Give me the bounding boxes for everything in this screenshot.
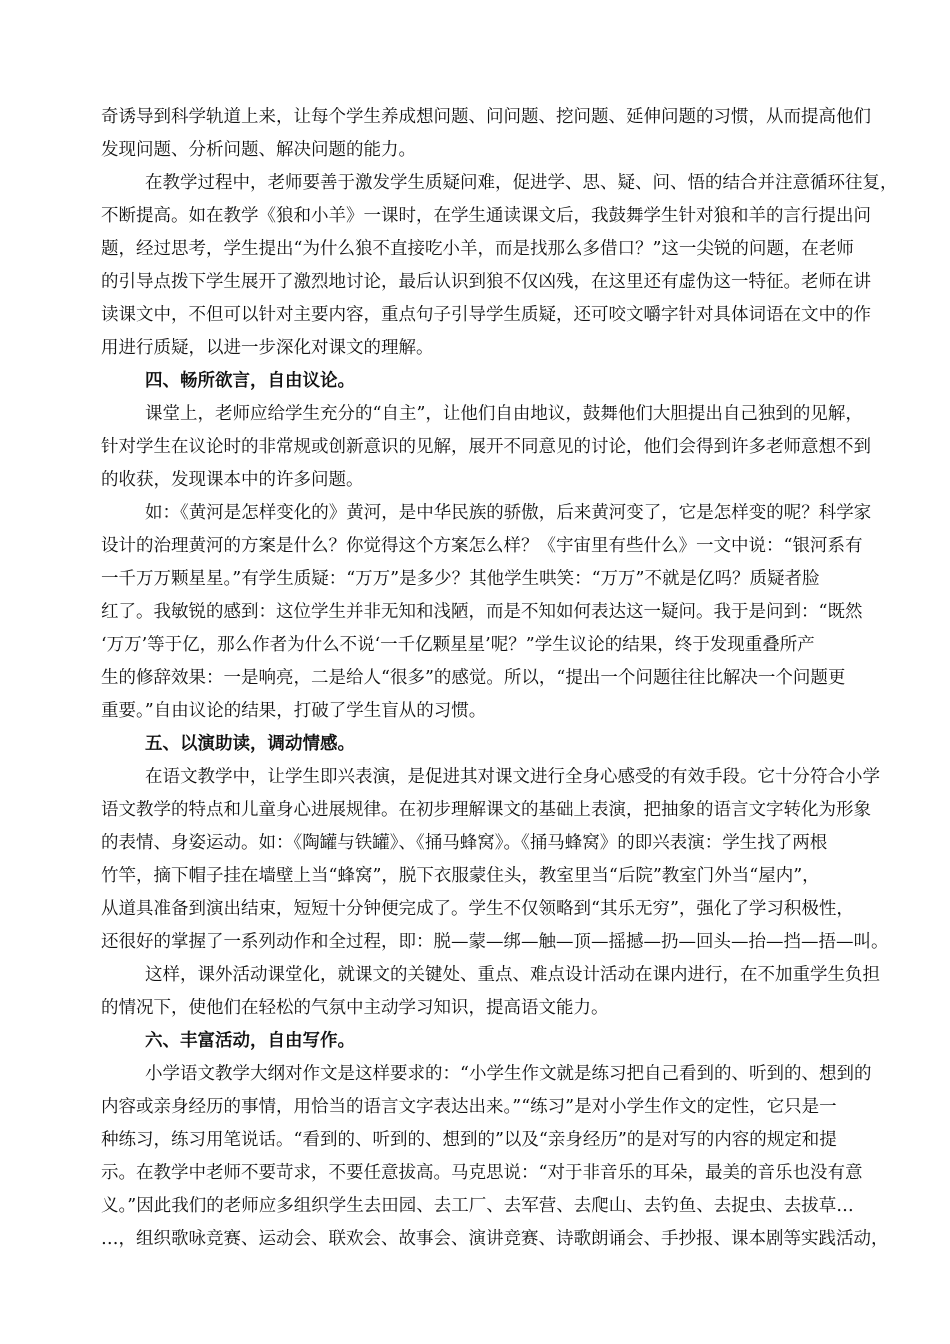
paragraph-line: 还很好的掌握了一系列动作和全过程，即：脱—蒙—绑—触—顶—摇撼—扔—回头—抬—挡—捂—叫。: [101, 932, 889, 952]
paragraph-line: 不断提高。如在教学《狼和小羊》一课时，在学生通读课文后，我鼓舞学生针对狼和羊的言行提出问: [101, 206, 871, 226]
paragraph-line: 针对学生在议论时的非常规或创新意识的见解，展开不同意见的讨论，他们会得到许多老师意想不到: [101, 437, 871, 457]
paragraph-line: 从道具准备到演出结束，短短十分钟便完成了。学生不仅领略到“其乐无穷”，强化了学习积极性，: [101, 899, 854, 919]
paragraph-line: 读课文中，不但可以针对主要内容，重点句子引导学生质疑，还可咬文嚼字针对具体词语在文中的作: [101, 305, 871, 325]
paragraph-line: 的表情、身姿运动。如：《陶罐与铁罐》、《捅马蜂窝》。《捅马蜂窝》的即兴表演：学生找了两根: [101, 833, 828, 853]
paragraph-line: 示。在教学中老师不要苛求，不要任意拔高。马克思说：“对于非音乐的耳朵，最美的音乐也没有意: [101, 1163, 863, 1183]
paragraph-line: 语文教学的特点和儿童身心进展规律。在初步理解课文的基础上表演，把抽象的语言文字转化为形象: [101, 800, 871, 820]
paragraph-line: 设计的治理黄河的方案是什么？你觉得这个方案怎么样？《宇宙里有些什么》一文中说：“银河系有: [101, 536, 863, 556]
paragraph-line: 题，经过思考，学生提出“为什么狼不直接吃小羊，而是找那么多借口？”这一尖锐的问题，在老师: [101, 239, 854, 259]
paragraph-line: 在语文教学中，让学生即兴表演，是促进其对课文进行全身心感受的有效手段。它十分符合小学: [145, 767, 880, 787]
section-heading: 四、畅所欲言，自由议论。: [145, 371, 355, 391]
section-heading: 六、丰富活动，自由写作。: [145, 1031, 355, 1051]
paragraph-line: 竹竿，摘下帽子挂在墙壁上当“蜂窝”，脱下衣服蒙住头，教室里当“后院”教室门外当“屋内”，: [101, 866, 820, 886]
paragraph-line: 义。”因此我们的老师应多组织学生去田园、去工厂、去军营、去爬山、去钓鱼、去捉虫、去拔草…: [101, 1196, 854, 1216]
paragraph-line: 这样，课外活动课堂化，就课文的关键处、重点、难点设计活动在课内进行，在不加重学生负担: [145, 965, 880, 985]
paragraph-line: 生的修辞效果：一是响亮，二是给人“很多”的感觉。所以，“提出一个问题往往比解决一个问题更: [101, 668, 846, 688]
paragraph-line: 在教学过程中，老师要善于激发学生质疑问难，促进学、思、疑、问、悟的结合并注意循环往复，: [145, 173, 898, 193]
paragraph-line: 发现问题、分析问题、解决问题的能力。: [101, 140, 416, 160]
paragraph-line: 重要。”自由议论的结果，打破了学生盲从的习惯。: [101, 701, 487, 721]
paragraph-line: 奇诱导到科学轨道上来，让每个学生养成想问题、问问题、挖问题、延伸问题的习惯，从而提高他们: [101, 107, 871, 127]
paragraph-line: 用进行质疑，以进一步深化对课文的理解。: [101, 338, 434, 358]
paragraph-line: 内容或亲身经历的事情，用恰当的语言文字表达出来。”“练习”是对小学生作文的定性，它只是一: [101, 1097, 837, 1117]
paragraph-line: 的引导点拨下学生展开了激烈地讨论，最后认识到狼不仅凶残，在这里还有虚伪这一特征。老师在讲: [101, 272, 871, 292]
paragraph-line: …，组织歌咏竞赛、运动会、联欢会、故事会、演讲竞赛、诗歌朗诵会、手抄报、课本剧等实践活动，: [101, 1229, 889, 1249]
paragraph-line: 小学语文教学大纲对作文是这样要求的：“小学生作文就是练习把自己看到的、听到的、想到的: [145, 1064, 872, 1084]
section-heading: 五、以演助读，调动情感。: [145, 734, 355, 754]
paragraph-line: 红了。我敏锐的感到：这位学生并非无知和浅陋，而是不知如何表达这一疑问。我于是问到：“既然: [101, 602, 863, 622]
paragraph-line: 课堂上，老师应给学生充分的“自主”，让他们自由地议，鼓舞他们大胆提出自己独到的见解，: [145, 404, 863, 424]
paragraph-line: 种练习，练习用笔说话。“看到的、听到的、想到的”以及“亲身经历”的是对写的内容的规定和提: [101, 1130, 837, 1150]
paragraph-line: 如：《黄河是怎样变化的》黄河，是中华民族的骄傲，后来黄河变了，它是怎样变的呢？科学家: [145, 503, 872, 523]
paragraph-line: 的情况下，使他们在轻松的气氛中主动学习知识，提高语文能力。: [101, 998, 609, 1018]
paragraph-line: ‘万万’等于亿，那么作者为什么不说‘一千亿颗星星’呢？”学生议论的结果，终于发现重叠所产: [101, 635, 815, 655]
paragraph-line: 的收获，发现课本中的许多问题。: [101, 470, 364, 490]
paragraph-line: 一千万万颗星星。”有学生质疑：“万万”是多少？其他学生哄笑：“万万”不就是亿吗？质疑者脸: [101, 569, 820, 589]
